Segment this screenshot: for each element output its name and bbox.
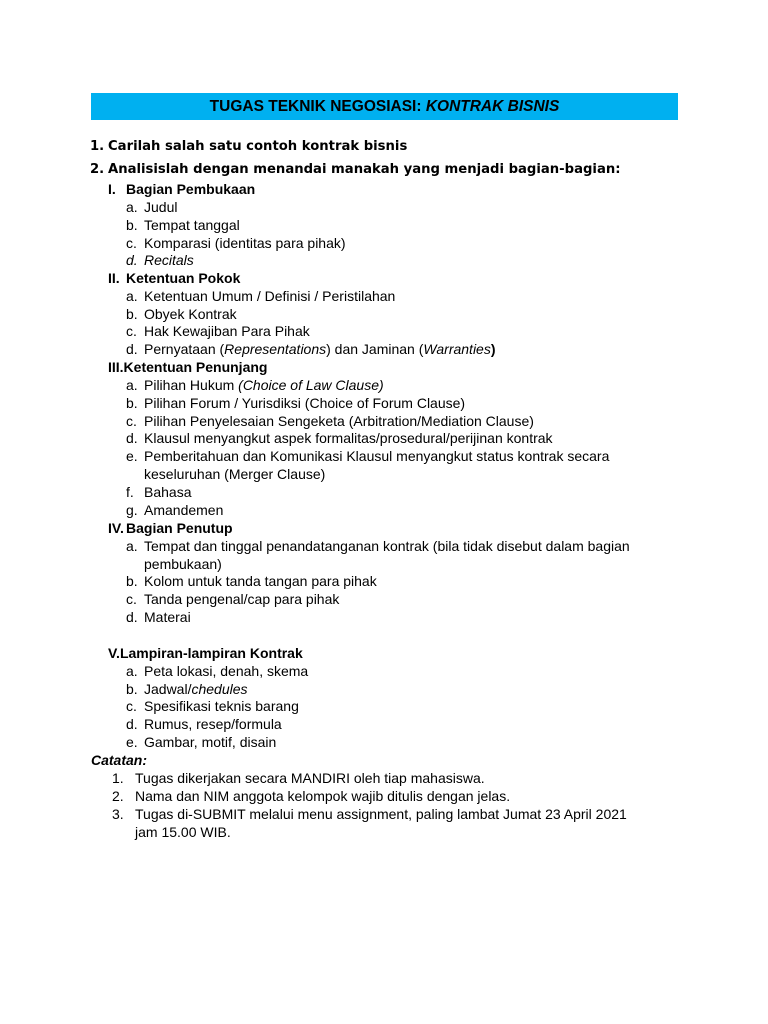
text-span: d. [126, 341, 138, 357]
text-span: 2. [90, 162, 105, 177]
text-span: c. [126, 698, 137, 714]
text-span: chedules [191, 681, 248, 697]
text-span: Tempat dan tinggal penandatanganan kontrak (bila tidak disebut dalam bagian [144, 538, 630, 554]
text-span: Bahasa [144, 484, 192, 500]
text-span: Pemberitahuan dan Komunikasi Klausul menyangkut status kontrak secara [144, 448, 610, 464]
list-item [126, 609, 191, 625]
list-item [126, 484, 191, 500]
text-span: d. [126, 430, 138, 446]
list-item [126, 716, 282, 732]
text-span: a. [126, 377, 138, 393]
list-item [126, 734, 276, 750]
list-item [126, 235, 346, 251]
text-span: Obyek Kontrak [144, 306, 237, 322]
text-span: Pilihan Hukum [144, 377, 239, 393]
text-span: 3. [112, 806, 124, 822]
text-span: c. [126, 413, 137, 429]
list-item [126, 448, 609, 464]
text-span: (Choice of Law Clause) [238, 377, 384, 393]
title-banner [91, 93, 678, 120]
text-span: 1. [90, 139, 105, 154]
text-span: ) [490, 341, 496, 357]
text-span: a. [126, 538, 138, 554]
question-1 [90, 139, 407, 154]
text-span: Rumus, resep/formula [144, 716, 282, 732]
text-span: 2. [112, 788, 124, 804]
list-item [126, 573, 377, 589]
text-span: Tempat tanggal [144, 217, 240, 233]
text-span: Materai [144, 609, 191, 625]
note-item [112, 770, 485, 786]
text-span: ) dan Jaminan ( [326, 341, 424, 357]
list-item [126, 288, 395, 304]
text-span: Nama dan NIM anggota kelompok wajib ditulis dengan jelas. [135, 788, 511, 804]
text-span: f. [126, 484, 134, 500]
text-span: Bagian Pembukaan [126, 181, 256, 197]
section-heading-3: III.Ketentuan Penunjang [108, 359, 268, 375]
text-span: Komparasi (identitas para pihak) [144, 235, 346, 251]
text-span: Analisislah dengan menandai manakah yang menjadi bagian-bagian: [108, 162, 621, 177]
section-heading-4 [108, 520, 233, 536]
section-heading-1 [108, 181, 255, 197]
text-span: c. [126, 323, 137, 339]
text-span: g. [126, 502, 138, 518]
list-item [126, 538, 630, 554]
text-span: d. [126, 716, 138, 732]
list-item [126, 306, 237, 322]
text-span: IV. [108, 520, 124, 536]
section-heading-5: V.Lampiran-lampiran Kontrak [108, 645, 303, 661]
text-span: Hak Kewajiban Para Pihak [144, 323, 310, 339]
text-span: Tugas di-SUBMIT melalui menu assignment, paling lambat Jumat 23 April 2021 [135, 806, 627, 822]
text-span: b. [126, 395, 138, 411]
title-italic: KONTRAK BISNIS [425, 98, 560, 115]
text-span: Spesifikasi teknis barang [144, 698, 299, 714]
note-item [112, 806, 627, 822]
list-item [126, 395, 465, 411]
list-item [126, 217, 240, 233]
list-item [126, 698, 299, 714]
text-span: a. [126, 288, 138, 304]
note-item-continuation: jam 15.00 WIB. [135, 824, 231, 840]
text-span: Kolom untuk tanda tangan para pihak [144, 573, 377, 589]
text-span: Ketentuan Pokok [126, 270, 241, 286]
text-span: a. [126, 663, 138, 679]
text-span: a. [126, 199, 138, 215]
text-span: e. [126, 734, 138, 750]
question-2 [90, 162, 621, 177]
text-span: Bagian Penutup [126, 520, 233, 536]
text-span: d. [126, 609, 138, 625]
text-span: Amandemen [144, 502, 224, 518]
text-span: Peta lokasi, denah, skema [144, 663, 309, 679]
text-span: Ketentuan Umum / Definisi / Peristilahan [144, 288, 396, 304]
text-span: Klausul menyangkut aspek formalitas/prosedural/perijinan kontrak [144, 430, 553, 446]
text-span: Tugas dikerjakan secara MANDIRI oleh tiap mahasiswa. [135, 770, 485, 786]
list-item [126, 252, 194, 268]
list-item [126, 681, 248, 697]
notes-heading: Catatan: [91, 752, 148, 768]
section-heading-2 [108, 270, 240, 286]
text-span: b. [126, 217, 138, 233]
text-span: Judul [144, 199, 178, 215]
list-item [126, 341, 496, 357]
text-span: Tanda pengenal/cap para pihak [144, 591, 340, 607]
list-item-continuation: keseluruhan (Merger Clause) [144, 466, 326, 482]
text-span: II. [108, 270, 120, 286]
list-item [126, 591, 339, 607]
text-span: Pilihan Forum / Yurisdiksi (Choice of Forum Clause) [144, 395, 466, 411]
text-span: Pilihan Penyelesaian Sengeketa (Arbitration/Mediation Clause) [144, 413, 534, 429]
text-span: Jadwal/ [144, 681, 192, 697]
text-span: 1. [112, 770, 124, 786]
text-span: Carilah salah satu contoh kontrak bisnis [108, 139, 408, 154]
text-span: Gambar, motif, disain [144, 734, 277, 750]
text-span: b. [126, 681, 138, 697]
list-item [126, 199, 177, 215]
text-span: I. [108, 181, 116, 197]
text-span: e. [126, 448, 138, 464]
text-span: d. [126, 252, 138, 268]
list-item [126, 663, 308, 679]
text-span: b. [126, 573, 138, 589]
text-span: Recitals [144, 252, 194, 268]
text-span: Warranties [423, 341, 491, 357]
text-span: c. [126, 235, 137, 251]
list-item [126, 323, 310, 339]
text-span: c. [126, 591, 137, 607]
text-span: Representations [224, 341, 327, 357]
list-item [126, 377, 384, 393]
title-main: TUGAS TEKNIK NEGOSIASI: [209, 98, 426, 115]
list-item [126, 430, 553, 446]
text-span: b. [126, 306, 138, 322]
list-item-continuation: pembukaan) [144, 556, 222, 572]
list-item [126, 413, 534, 429]
note-item [112, 788, 510, 804]
list-item [126, 502, 223, 518]
text-span: Pernyataan ( [144, 341, 225, 357]
